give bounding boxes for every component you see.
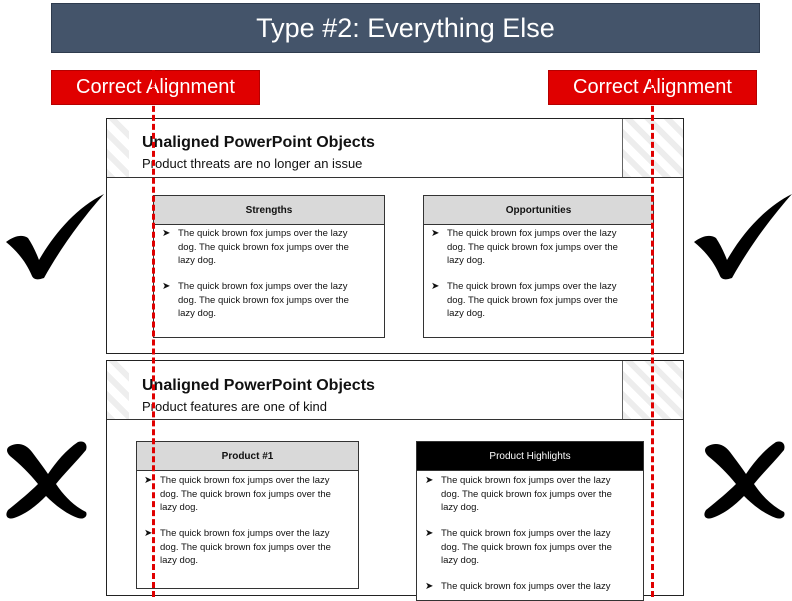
list-item: ➤ The quick brown fox jumps over the lazy dog. The quick brown fox jumps over the lazy dog.	[431, 281, 618, 319]
checkmark-icon	[690, 190, 792, 282]
slide-subtitle: Product features are one of kind	[142, 399, 328, 414]
decorative-pattern	[107, 361, 129, 419]
page-title: Type #2: Everything Else	[51, 3, 760, 53]
card-heading: Strengths	[154, 196, 384, 225]
card-product-highlights	[416, 441, 644, 601]
slide-header	[107, 119, 683, 178]
slide-subtitle: Product threats are no longer an issue	[142, 156, 363, 171]
checkmark-icon	[2, 190, 106, 282]
card-strengths	[153, 195, 385, 338]
slide-unaligned	[106, 360, 684, 596]
list-item: ➤ The quick brown fox jumps over the lazy dog. The quick brown fox jumps over the lazy dog.	[425, 475, 612, 513]
list-item: ➤ The quick brown fox jumps over the lazy dog. The quick brown fox jumps over the lazy dog.	[162, 228, 349, 266]
list-item: ➤ The quick brown fox jumps over the lazy dog. The quick brown fox jumps over the lazy dog.	[144, 475, 331, 513]
slide-aligned	[106, 118, 684, 354]
list-item: ➤ The quick brown fox jumps over the lazy	[425, 581, 611, 592]
arrow-bullet-icon: ➤	[425, 528, 434, 539]
correct-alignment-label-right: Correct Alignment	[548, 70, 757, 105]
card-product-1	[136, 441, 359, 589]
arrow-bullet-icon: ➤	[162, 281, 171, 292]
arrow-bullet-icon: ➤	[144, 528, 153, 539]
list-item: ➤ The quick brown fox jumps over the lazy dog. The quick brown fox jumps over the lazy dog.	[144, 528, 331, 566]
list-item: ➤ The quick brown fox jumps over the lazy dog. The quick brown fox jumps over the lazy dog.	[425, 528, 612, 566]
list-item: ➤ The quick brown fox jumps over the lazy dog. The quick brown fox jumps over the lazy dog.	[431, 228, 618, 266]
decorative-pattern	[107, 119, 129, 177]
slide-title: Unaligned PowerPoint Objects	[142, 377, 375, 394]
correct-alignment-label-left: Correct Alignment	[51, 70, 260, 105]
list-item: ➤ The quick brown fox jumps over the lazy dog. The quick brown fox jumps over the lazy dog.	[162, 281, 349, 319]
arrow-bullet-icon: ➤	[431, 281, 440, 292]
arrow-bullet-icon: ➤	[425, 475, 434, 486]
slide-title: Unaligned PowerPoint Objects	[142, 134, 375, 151]
card-heading: Opportunities	[424, 196, 653, 225]
card-opportunities	[423, 195, 654, 338]
slide-header	[107, 361, 683, 420]
x-mark-icon	[0, 440, 92, 520]
arrow-bullet-icon: ➤	[162, 228, 171, 239]
arrow-bullet-icon: ➤	[144, 475, 153, 486]
card-heading: Product Highlights	[417, 442, 643, 471]
arrow-bullet-icon: ➤	[425, 581, 434, 592]
arrow-bullet-icon: ➤	[431, 228, 440, 239]
x-mark-icon	[698, 440, 790, 520]
alignment-guide-left	[152, 70, 155, 597]
card-heading: Product #1	[137, 442, 358, 471]
alignment-guide-right	[651, 70, 654, 597]
